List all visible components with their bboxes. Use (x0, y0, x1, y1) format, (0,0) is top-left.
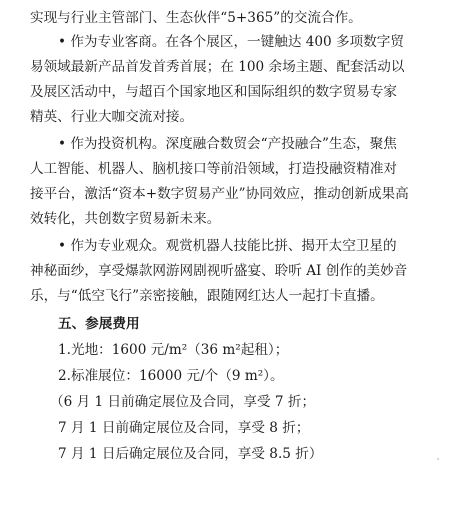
fee-item-bare-space: 1.光地：1600 元/m²（36 m²起租）； (58, 342, 289, 358)
scan-speck (437, 458, 439, 460)
buyer-paragraph-line: 精英、行业大咖交流对接。 (30, 109, 194, 125)
discount-line: 7 月 1 日前确定展位及合同，享受 8 折； (58, 420, 310, 436)
investor-paragraph-line: • 作为投资机构。深度融合数贸会“产投融合”生态，聚焦 (58, 136, 397, 152)
audience-paragraph-line: 乐，与“低空飞行”亲密接触，跟随网红达人一起打卡直播。 (30, 288, 384, 304)
fees-section-heading: 五、参展费用 (58, 316, 140, 332)
investor-paragraph-line: 接平台，激活“资本+数字贸易产业”协同效应，推动创新成果高 (30, 186, 409, 202)
buyer-paragraph-line: 易领域最新产品首发首秀首展；在 100 余场主题、配套活动以 (30, 59, 405, 75)
investor-paragraph-line: 效转化，共创数字贸易新未来。 (30, 211, 221, 227)
discount-line: 7 月 1 日后确定展位及合同，享受 8.5 折） (58, 446, 323, 462)
buyer-paragraph-line: • 作为专业客商。在各个展区，一键触达 400 多项数字贸 (58, 34, 404, 50)
fee-item-standard-booth: 2.标准展位：16000 元/个（9 m²）。 (58, 368, 284, 384)
business-paragraph-continuation: 实现与行业主管部门、生态伙伴“5+365”的交流合作。 (30, 10, 362, 26)
audience-paragraph-line: 神秘面纱，享受爆款网游网剧视听盛宴、聆听 AI 创作的美妙音 (30, 263, 408, 279)
discount-line: （6 月 1 日前确定展位及合同，享受 7 折； (50, 394, 316, 410)
investor-paragraph-line: 人工智能、机器人、脑机接口等前沿领域，打造投融资精准对 (30, 161, 398, 177)
buyer-paragraph-line: 及展区活动中，与超百个国家地区和国际组织的数字贸易专家 (30, 84, 398, 100)
audience-paragraph-line: • 作为专业观众。观赏机器人技能比拼、揭开太空卫星的 (58, 238, 397, 254)
